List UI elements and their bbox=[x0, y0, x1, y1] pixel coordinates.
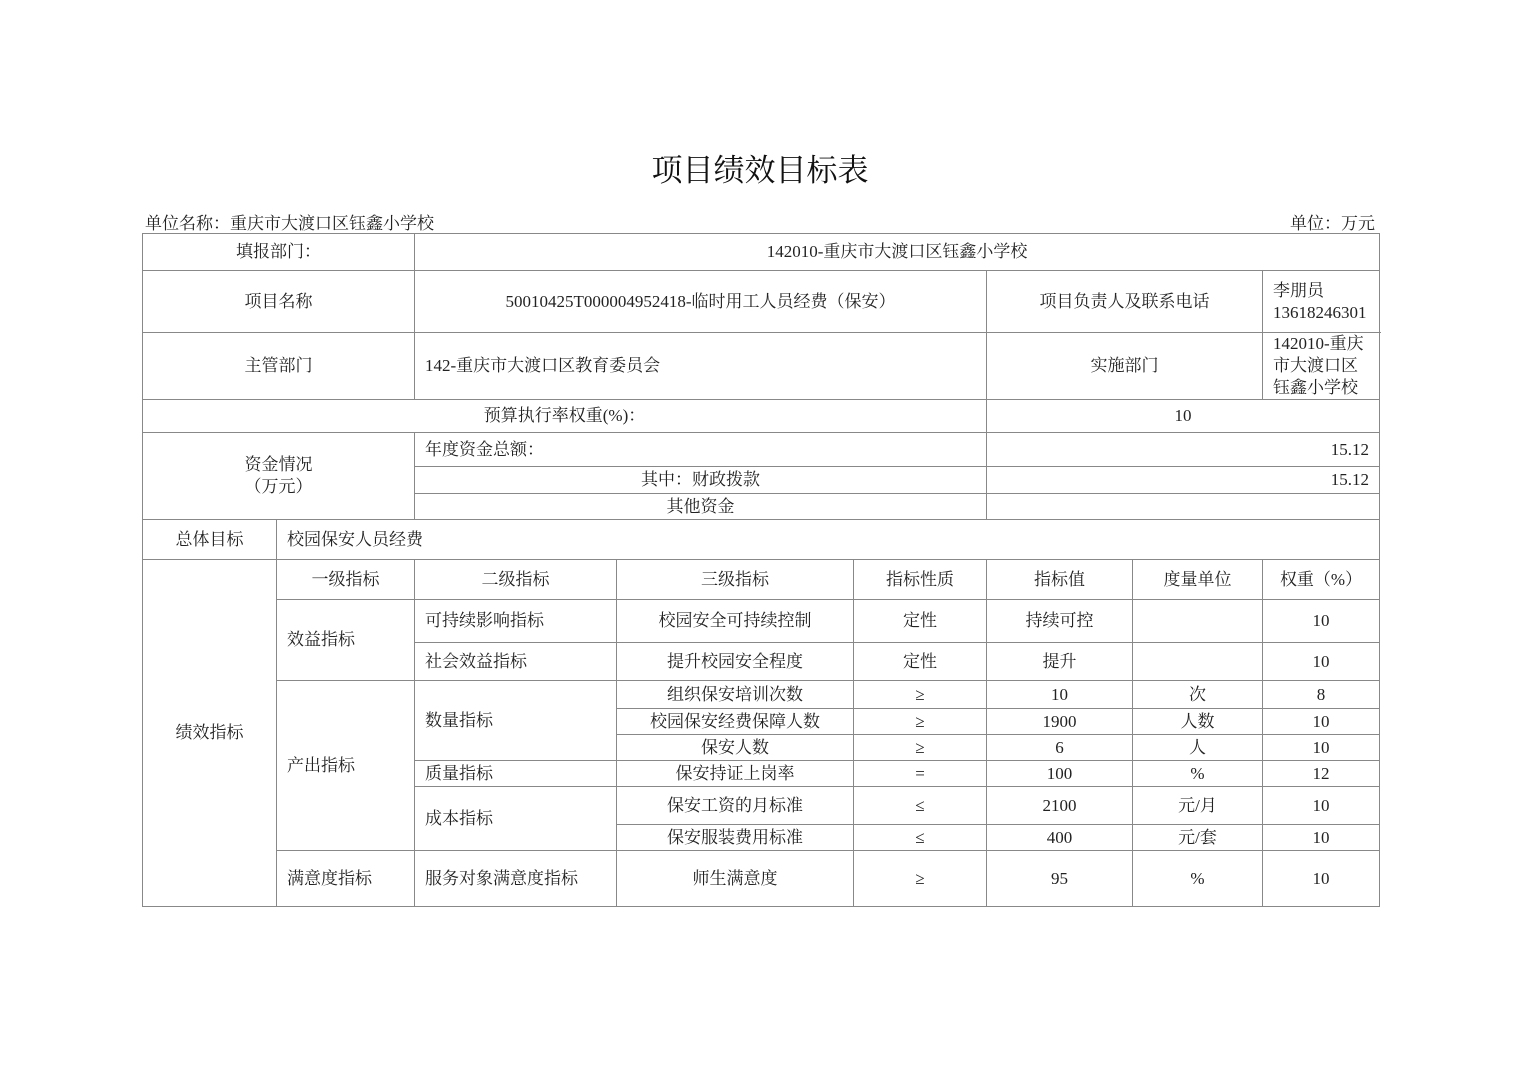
project-name-label: 项目名称 bbox=[143, 271, 415, 333]
group-satisfaction: 满意度指标 bbox=[277, 851, 415, 907]
indicator-name: 保安持证上岗率 bbox=[617, 761, 854, 787]
competent-dept-label: 主管部门 bbox=[143, 333, 415, 400]
funds-sub: （万元） bbox=[244, 477, 313, 496]
funds-title: 资金情况 bbox=[244, 455, 313, 474]
sub-quantity: 数量指标 bbox=[415, 681, 617, 761]
indicator-nature: 定性 bbox=[854, 600, 987, 643]
indicator-unit: 次 bbox=[1133, 681, 1263, 709]
fill-dept-value: 142010-重庆市大渡口区钰鑫小学校 bbox=[415, 234, 1380, 271]
indicator-unit: 元/月 bbox=[1133, 787, 1263, 825]
competent-dept-value: 142-重庆市大渡口区教育委员会 bbox=[415, 333, 987, 400]
indicator-unit: 元/套 bbox=[1133, 825, 1263, 851]
funds-total-label: 年度资金总额： bbox=[415, 433, 987, 467]
sub-sustain: 可持续影响指标 bbox=[415, 600, 617, 643]
indicator-name: 保安人数 bbox=[617, 735, 854, 761]
project-name-value: 50010425T000004952418-临时用工人员经费（保安） bbox=[415, 271, 987, 333]
indicator-value: 10 bbox=[987, 681, 1133, 709]
table-row bbox=[143, 400, 1380, 433]
table-row bbox=[143, 433, 1380, 467]
table-row bbox=[143, 681, 1380, 709]
table-row bbox=[143, 520, 1380, 560]
indicator-value: 100 bbox=[987, 761, 1133, 787]
manager-value: 李朋员 13618246301 bbox=[1263, 271, 1380, 333]
funds-other-label: 其他资金 bbox=[415, 494, 987, 520]
overall-value: 校园保安人员经费 bbox=[277, 520, 1380, 560]
indicators-label: 绩效指标 bbox=[143, 560, 277, 907]
indicator-unit bbox=[1133, 600, 1263, 643]
sub-cost: 成本指标 bbox=[415, 787, 617, 851]
impl-dept-value: 142010-重庆市大渡口区钰鑫小学校 bbox=[1263, 333, 1380, 400]
indicator-unit: 人 bbox=[1133, 735, 1263, 761]
indicator-value: 400 bbox=[987, 825, 1133, 851]
indicator-name: 校园保安经费保障人数 bbox=[617, 709, 854, 735]
indicator-weight: 12 bbox=[1263, 761, 1380, 787]
sub-social: 社会效益指标 bbox=[415, 643, 617, 681]
indicator-unit: % bbox=[1133, 851, 1263, 907]
indicator-value: 提升 bbox=[987, 643, 1133, 681]
header-cell: 指标性质 bbox=[854, 560, 987, 600]
indicator-weight: 10 bbox=[1263, 643, 1380, 681]
indicator-value: 持续可控 bbox=[987, 600, 1133, 643]
fill-dept-label: 填报部门： bbox=[143, 234, 415, 271]
indicator-name: 师生满意度 bbox=[617, 851, 854, 907]
overall-label: 总体目标 bbox=[143, 520, 277, 560]
group-output: 产出指标 bbox=[277, 681, 415, 851]
table-row bbox=[143, 600, 1380, 643]
table-row bbox=[143, 271, 1380, 333]
funds-label bbox=[143, 433, 415, 520]
indicator-value: 2100 bbox=[987, 787, 1133, 825]
funds-other-value bbox=[987, 494, 1380, 520]
table-row bbox=[143, 234, 1380, 271]
budget-weight-value: 10 bbox=[987, 400, 1380, 433]
currency-unit: 单位：万元 bbox=[1290, 214, 1375, 233]
indicator-name: 保安工资的月标准 bbox=[617, 787, 854, 825]
indicator-name: 提升校园安全程度 bbox=[617, 643, 854, 681]
indicator-unit bbox=[1133, 643, 1263, 681]
indicator-value: 95 bbox=[987, 851, 1133, 907]
budget-weight-label: 预算执行率权重(%)： bbox=[143, 400, 987, 433]
indicator-weight: 10 bbox=[1263, 825, 1380, 851]
sub-service: 服务对象满意度指标 bbox=[415, 851, 617, 907]
indicator-weight: 10 bbox=[1263, 787, 1380, 825]
header-row bbox=[143, 560, 1380, 600]
header-cell: 三级指标 bbox=[617, 560, 854, 600]
header-cell: 指标值 bbox=[987, 560, 1133, 600]
header-cell: 权重（%） bbox=[1263, 560, 1380, 600]
indicator-weight: 10 bbox=[1263, 709, 1380, 735]
indicator-weight: 10 bbox=[1263, 735, 1380, 761]
indicator-nature: = bbox=[854, 761, 987, 787]
indicator-nature: ≥ bbox=[854, 851, 987, 907]
indicator-weight: 8 bbox=[1263, 681, 1380, 709]
indicator-nature: ≤ bbox=[854, 787, 987, 825]
sub-quality: 质量指标 bbox=[415, 761, 617, 787]
performance-table bbox=[142, 233, 1380, 907]
page-title: 项目绩效目标表 bbox=[651, 153, 869, 189]
indicator-value: 1900 bbox=[987, 709, 1133, 735]
funds-fiscal-label: 其中：财政拨款 bbox=[415, 467, 987, 494]
indicator-unit: 人数 bbox=[1133, 709, 1263, 735]
indicator-weight: 10 bbox=[1263, 851, 1380, 907]
header-cell: 度量单位 bbox=[1133, 560, 1263, 600]
table-row bbox=[143, 333, 1380, 400]
indicator-weight: 10 bbox=[1263, 600, 1380, 643]
indicator-name: 组织保安培训次数 bbox=[617, 681, 854, 709]
indicator-unit: % bbox=[1133, 761, 1263, 787]
indicator-nature: 定性 bbox=[854, 643, 987, 681]
group-benefit: 效益指标 bbox=[277, 600, 415, 681]
indicator-name: 校园安全可持续控制 bbox=[617, 600, 854, 643]
header-cell: 二级指标 bbox=[415, 560, 617, 600]
manager-label: 项目负责人及联系电话 bbox=[987, 271, 1263, 333]
indicator-nature: ≥ bbox=[854, 709, 987, 735]
header-cell: 一级指标 bbox=[277, 560, 415, 600]
indicator-nature: ≤ bbox=[854, 825, 987, 851]
funds-total-value: 15.12 bbox=[987, 433, 1380, 467]
table-row bbox=[143, 851, 1380, 907]
funds-fiscal-value: 15.12 bbox=[987, 467, 1380, 494]
unit-name: 单位名称：重庆市大渡口区钰鑫小学校 bbox=[145, 214, 434, 233]
indicator-value: 6 bbox=[987, 735, 1133, 761]
indicator-nature: ≥ bbox=[854, 681, 987, 709]
indicator-name: 保安服装费用标准 bbox=[617, 825, 854, 851]
indicator-nature: ≥ bbox=[854, 735, 987, 761]
impl-dept-label: 实施部门 bbox=[987, 333, 1263, 400]
